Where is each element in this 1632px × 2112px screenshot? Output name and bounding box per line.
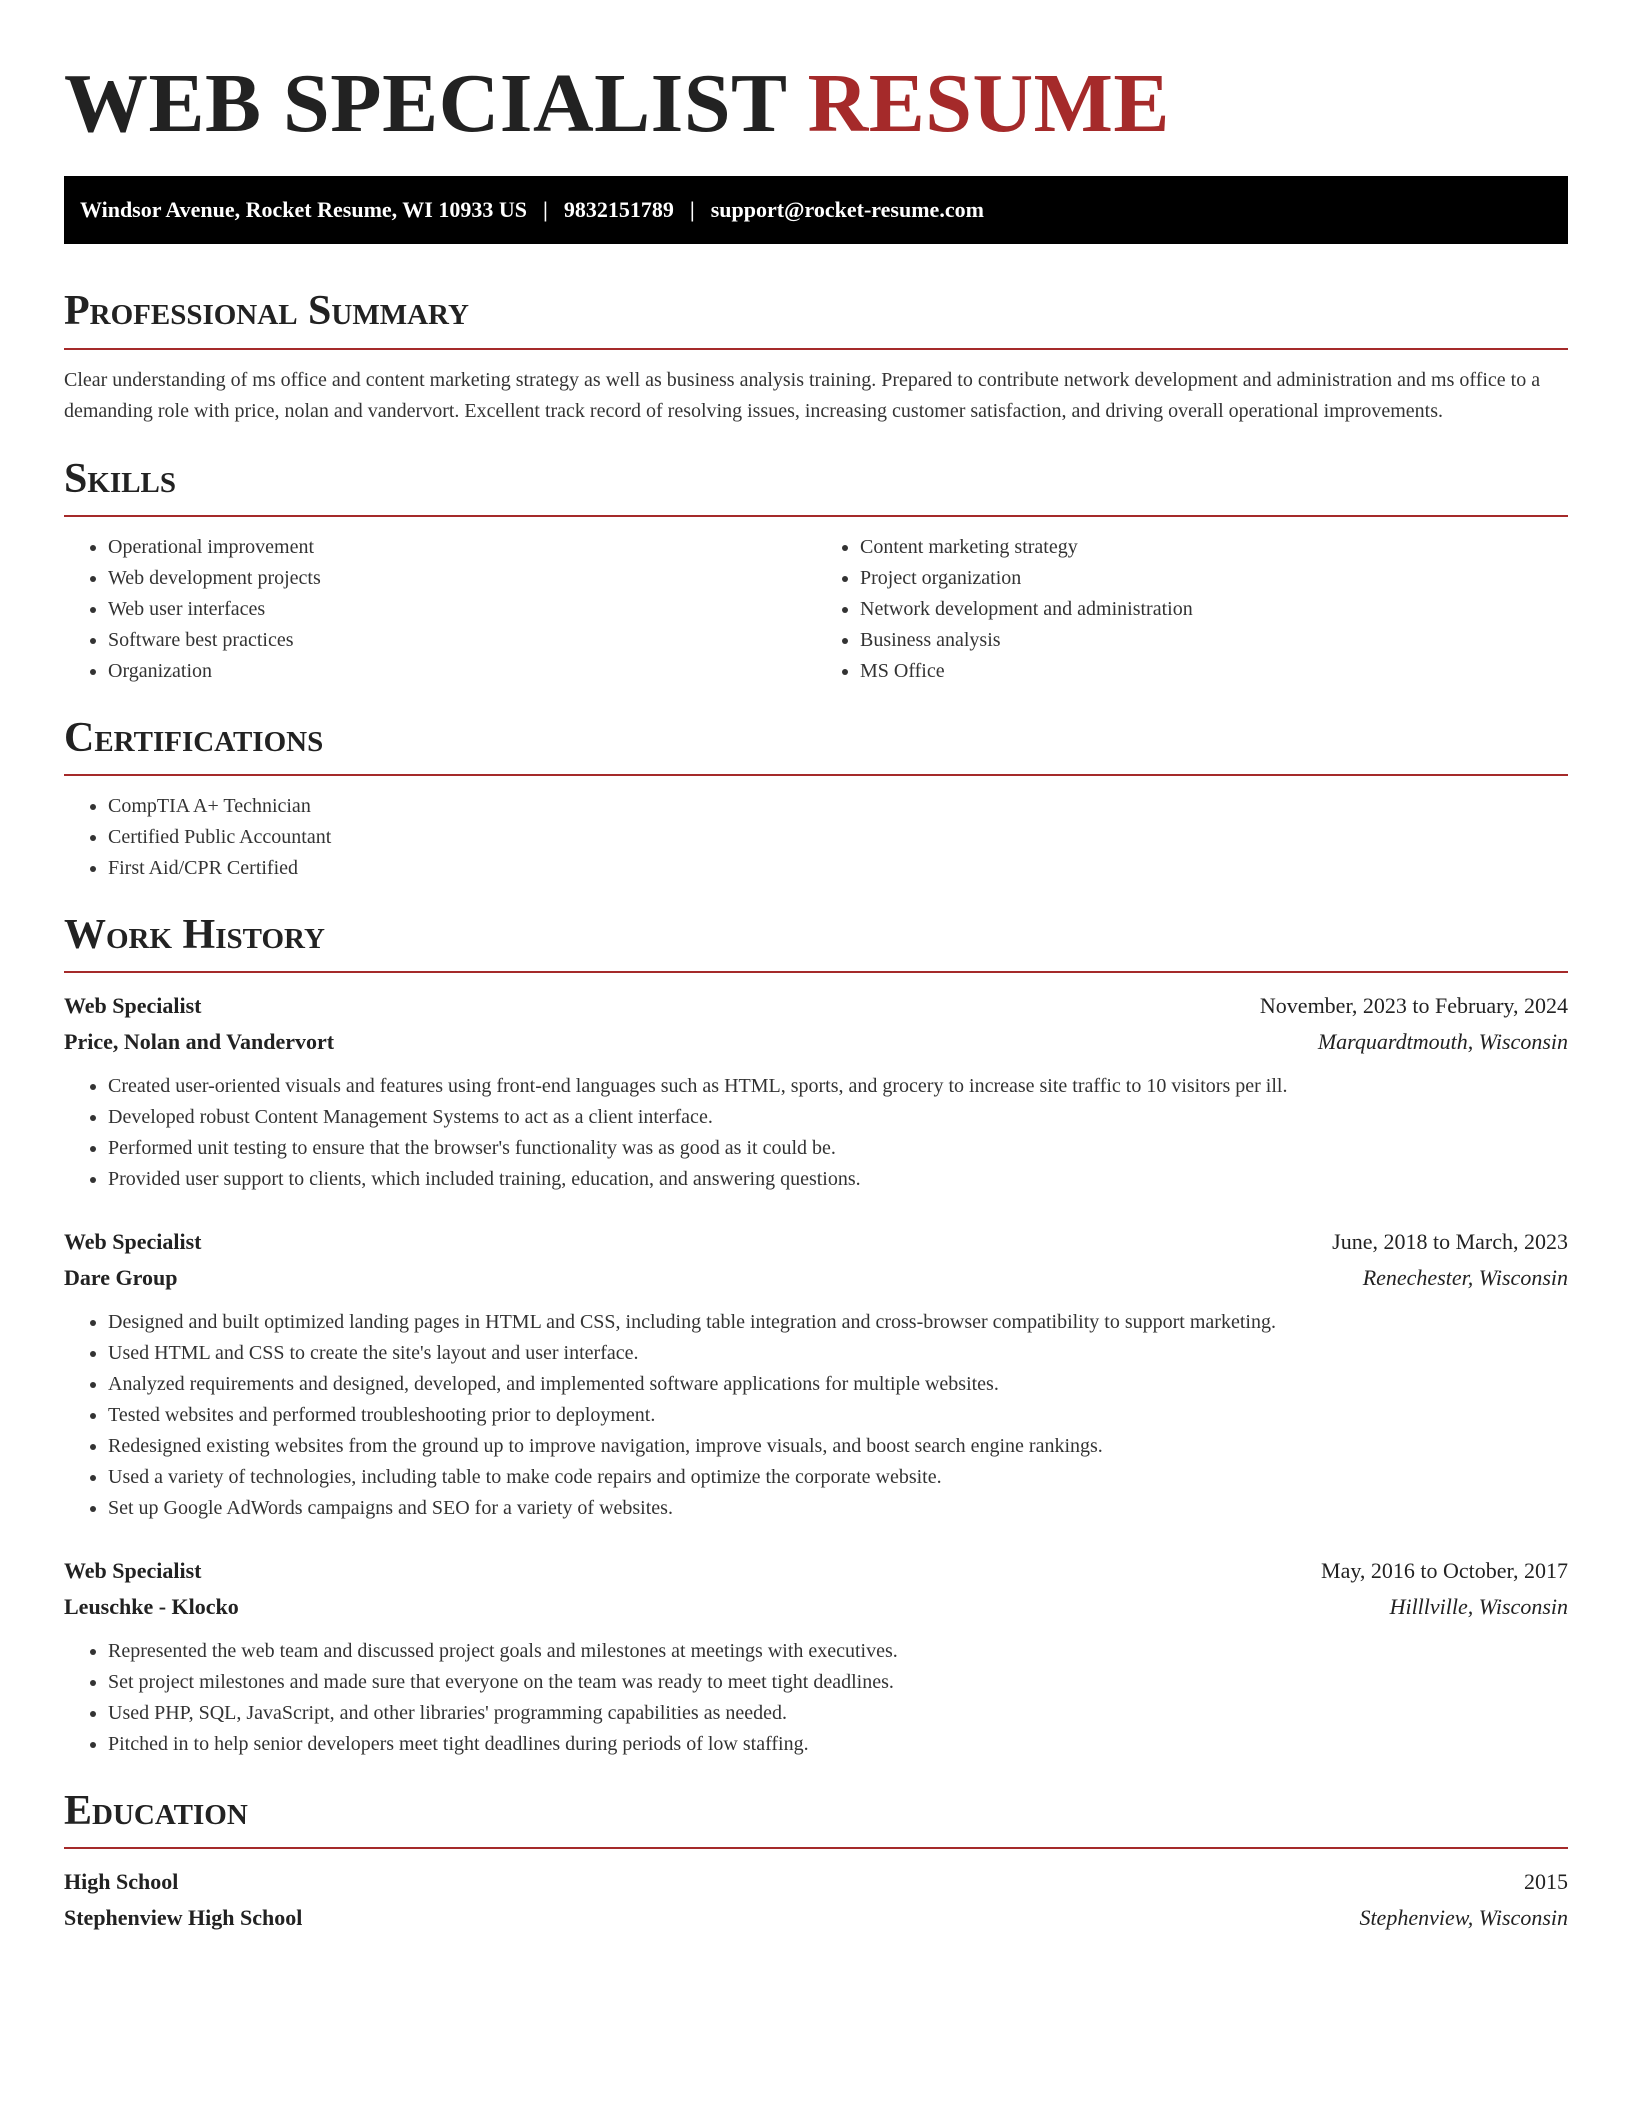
job-duty: • Used PHP, SQL, JavaScript, and other libraries' programming capabilities as needed. (108, 1698, 1568, 1729)
certification-item: • Certified Public Accountant (108, 822, 1568, 853)
certifications-list (64, 791, 1568, 884)
job-title: Web Specialist (64, 1229, 202, 1254)
job-location: Hilllville, Wisconsin (1389, 1594, 1568, 1619)
job-subheader (64, 1589, 1568, 1625)
section-divider (64, 1847, 1568, 1849)
title-main: WEB SPECIALIST (64, 57, 787, 150)
contact-separator: | (542, 197, 548, 222)
education-year: 2015 (1524, 1869, 1568, 1894)
job-duty: • Performed unit testing to ensure that the browser's functionality was as good as it could be. (108, 1133, 1568, 1164)
job-duty: • Set up Google AdWords campaigns and SEO for a variety of websites. (108, 1493, 1568, 1524)
job-duty: • Used a variety of technologies, including table to make code repairs and optimize the corporate website. (108, 1462, 1568, 1493)
skill-item: • MS Office (860, 656, 1568, 687)
job-entry (64, 988, 1568, 1195)
skill-item: • Operational improvement (108, 532, 816, 563)
skills-column-right (816, 532, 1568, 687)
section-divider (64, 348, 1568, 350)
job-subheader (64, 1024, 1568, 1060)
job-duty: • Set project milestones and made sure that everyone on the team was ready to meet tight deadlines. (108, 1667, 1568, 1698)
skill-item: • Business analysis (860, 625, 1568, 656)
job-duty: • Represented the web team and discussed project goals and milestones at meetings with executives. (108, 1636, 1568, 1667)
skill-item: • Network development and administration (860, 594, 1568, 625)
job-dates: June, 2018 to March, 2023 (1332, 1229, 1568, 1254)
job-location: Renechester, Wisconsin (1362, 1265, 1568, 1290)
job-company: Dare Group (64, 1265, 178, 1290)
job-duty: • Redesigned existing websites from the ground up to improve navigation, improve visuals, and boost search engine rankings. (108, 1431, 1568, 1462)
resume-page (64, 0, 1568, 1936)
job-duties (64, 1636, 1568, 1760)
job-company: Price, Nolan and Vandervort (64, 1029, 335, 1054)
job-duty: • Developed robust Content Management Systems to act as a client interface. (108, 1102, 1568, 1133)
section-heading-skills: Skills (64, 456, 177, 502)
job-duty: • Created user-oriented visuals and features using front-end languages such as HTML, sports, and grocery to increase site traffic to 10 visitors per ill. (108, 1071, 1568, 1102)
job-header (64, 1553, 1568, 1589)
job-entry (64, 1553, 1568, 1760)
education-location: Stephenview, Wisconsin (1359, 1905, 1568, 1930)
job-duties (64, 1307, 1568, 1524)
section-heading-education: Education (64, 1788, 248, 1834)
section-divider (64, 515, 1568, 517)
education-header (64, 1864, 1568, 1900)
skill-item: • Organization (108, 656, 816, 687)
title-accent: RESUME (807, 57, 1170, 150)
job-header (64, 1224, 1568, 1260)
skill-item: • Web user interfaces (108, 594, 816, 625)
summary-text: Clear understanding of ms office and content marketing strategy as well as business analysis training. Prepared to contribute network development and administration and ms office to a demanding role with price, nolan and vandervort. Excellent track record of resolving issues, increasing customer satisfaction, and driving overall operational improvements. (64, 369, 1541, 422)
job-title: Web Specialist (64, 1558, 202, 1583)
contact-address: Windsor Avenue, Rocket Resume, WI 10933 US (80, 197, 527, 222)
job-duty: • Provided user support to clients, which included training, education, and answering questions. (108, 1164, 1568, 1195)
job-duty: • Tested websites and performed troubleshooting prior to deployment. (108, 1400, 1568, 1431)
job-company: Leuschke - Klocko (64, 1594, 239, 1619)
certification-item: • CompTIA A+ Technician (108, 791, 1568, 822)
job-duty: • Pitched in to help senior developers meet tight deadlines during periods of low staffing. (108, 1729, 1568, 1760)
job-header (64, 988, 1568, 1024)
certification-item: • First Aid/CPR Certified (108, 853, 1568, 884)
job-dates: May, 2016 to October, 2017 (1321, 1558, 1568, 1583)
job-subheader (64, 1260, 1568, 1296)
job-location: Marquardtmouth, Wisconsin (1317, 1029, 1568, 1054)
job-duties (64, 1071, 1568, 1195)
skill-item: • Project organization (860, 563, 1568, 594)
skill-item: • Web development projects (108, 563, 816, 594)
job-duty: • Used HTML and CSS to create the site's layout and user interface. (108, 1338, 1568, 1369)
job-dates: November, 2023 to February, 2024 (1259, 993, 1568, 1018)
skills-column-left (64, 532, 816, 687)
section-divider (64, 774, 1568, 776)
skill-item: • Content marketing strategy (860, 532, 1568, 563)
job-entry (64, 1224, 1568, 1524)
section-heading-summary: Professional Summary (64, 288, 469, 334)
skill-item: • Software best practices (108, 625, 816, 656)
contact-phone: 9832151789 (563, 197, 674, 222)
education-degree: High School (64, 1869, 179, 1894)
job-duty: • Designed and built optimized landing pages in HTML and CSS, including table integration and cross-browser compatibility to support marketing. (108, 1307, 1568, 1338)
skills-list (64, 532, 1568, 687)
resume-title (64, 56, 1568, 152)
education-entry (64, 1864, 1568, 1936)
contact-email: support@rocket-resume.com (710, 197, 984, 222)
job-duty: • Analyzed requirements and designed, developed, and implemented software applications for multiple websites. (108, 1369, 1568, 1400)
section-divider (64, 971, 1568, 973)
contact-bar (64, 176, 1568, 244)
education-subheader (64, 1900, 1568, 1936)
section-heading-certifications: Certifications (64, 715, 324, 761)
contact-separator: | (689, 197, 695, 222)
job-title: Web Specialist (64, 993, 202, 1018)
section-heading-work-history: Work History (64, 912, 325, 958)
education-school: Stephenview High School (64, 1905, 303, 1930)
